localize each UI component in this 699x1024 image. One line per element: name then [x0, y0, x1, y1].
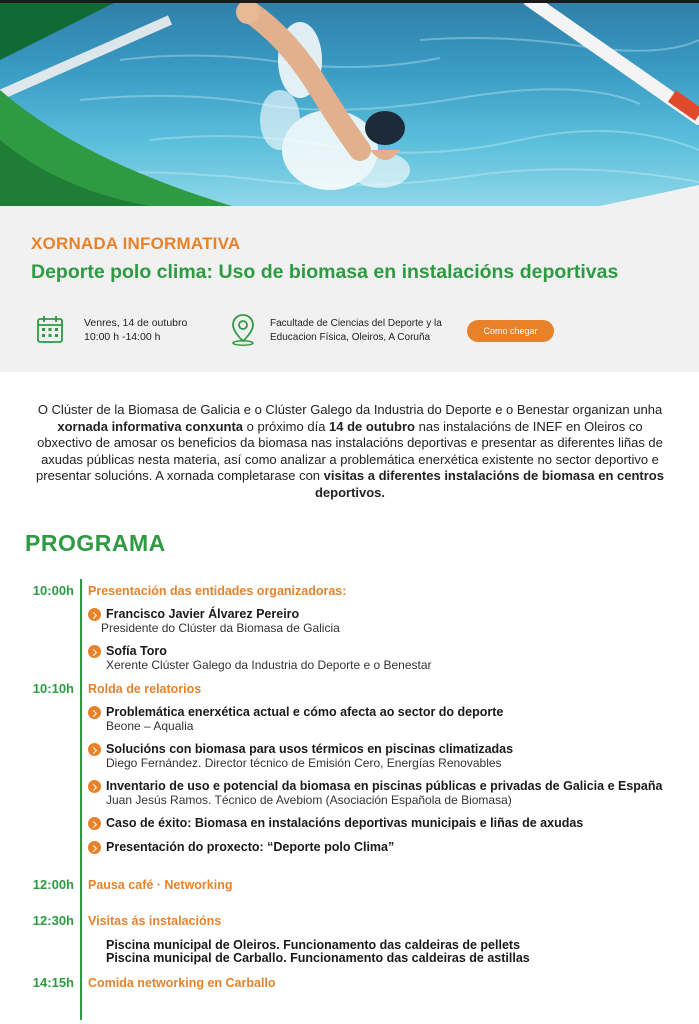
intro-text-2: o próximo día: [243, 418, 330, 434]
block-title: Rolda de relatorios: [88, 682, 202, 696]
block-title: Presentación das entidades organizadoras:: [88, 584, 347, 598]
arrow-bullet-icon: [88, 706, 101, 719]
time-label: 14:15h: [32, 975, 74, 990]
item-subtitle: Xerente Clúster Galego da Industria do Deporte e o Benestar: [106, 658, 432, 672]
item-subtitle: Beone – Aqualia: [106, 719, 194, 733]
arrow-bullet-icon: [88, 608, 101, 621]
program-heading: PROGRAMA: [25, 530, 166, 556]
item-title: Presentación do proxecto: “Deporte polo Clima”: [106, 840, 395, 854]
visit-item: Piscina municipal de Carballo. Funcionamento das caldeiras de astillas: [106, 951, 530, 965]
item-subtitle: Juan Jesús Ramos. Técnico de Avebiom (Asociación Española de Biomasa): [106, 793, 512, 807]
block-title: Comida networking en Carballo: [88, 976, 276, 990]
intro-text-1: O Clúster de la Biomasa de Galicia e o Clúster Galego da Industria do Deporte e o Benestar organizan unha: [37, 402, 663, 417]
event-title: Deporte polo clima: Uso de biomasa en instalacións deportivas: [31, 261, 619, 283]
arrow-bullet-icon: [88, 817, 101, 830]
time-label: 12:30h: [32, 913, 74, 928]
arrow-bullet-icon: [88, 743, 101, 756]
time-label: 10:10h: [32, 681, 74, 696]
event-date: Venres, 14 de outubro: [84, 317, 188, 329]
item-subtitle: Presidente do Clúster da Biomasa de Galicia: [101, 621, 340, 635]
event-place-line1: Facultade de Ciencias del Deporte y la: [270, 318, 442, 329]
calendar-icon: [36, 314, 64, 344]
block-title: Pausa café · Networking: [88, 878, 233, 892]
directions-button[interactable]: Como chegar: [467, 320, 554, 342]
arrow-bullet-icon: [88, 841, 101, 854]
event-when: [84, 316, 187, 344]
arrow-bullet-icon: [88, 780, 101, 793]
event-place: [270, 317, 442, 345]
event-kicker: XORNADA INFORMATIVA: [31, 234, 241, 253]
item-title: Caso de éxito: Biomasa en instalacións deportivas municipais e liñas de axudas: [106, 816, 584, 830]
hero-illustration: [0, 0, 699, 206]
visit-item: Piscina municipal de Oleiros. Funcionamento das caldeiras de pellets: [106, 938, 521, 952]
item-title: Problemática enerxética actual e cómo afecta ao sector do deporte: [106, 705, 504, 719]
intro-bold-1: xornada informativa conxunta: [57, 418, 244, 434]
event-hours: 10:00 h -14:00 h: [84, 331, 161, 343]
item-title: Francisco Javier Álvarez Pereiro: [106, 607, 300, 621]
intro-text-3: nas instalacións de INEF en Oleiros co obxectivo de amosar os beneficios da biomasa nas instalacións deportivas e presentar as diferentes liñas de axudas públicas nesta materia, así como analizar a problemática enerxética existente no sector deportivo e presentar solucións. A xornada completarase con: [36, 418, 663, 483]
hero-image-swimmer: [0, 0, 699, 206]
time-label: 10:00h: [32, 583, 74, 598]
intro-bold-3: visitas a diferentes instalacións de biomasa en centros deportivos.: [314, 468, 664, 500]
event-info-band: [0, 206, 699, 372]
item-title: Inventario de uso e potencial da biomasa en piscinas públicas e privadas de Galicia e España: [106, 779, 663, 793]
location-pin-icon: [228, 312, 258, 346]
item-subtitle: Diego Fernández. Director técnico de Emisión Cero, Energías Renovables: [106, 756, 502, 770]
intro-paragraph: [30, 402, 670, 501]
event-place-line2: Educacion Física, Oleiros, A Coruña: [270, 332, 431, 343]
arrow-bullet-icon: [88, 645, 101, 658]
item-title: Solucións con biomasa para usos térmicos en piscinas climatizadas: [106, 742, 514, 756]
timeline-line: [80, 579, 82, 1020]
intro-bold-2: 14 de outubro: [329, 418, 415, 434]
item-title: Sofía Toro: [106, 644, 167, 658]
time-label: 12:00h: [32, 877, 74, 892]
block-title: Visitas ás instalacións: [88, 914, 222, 928]
